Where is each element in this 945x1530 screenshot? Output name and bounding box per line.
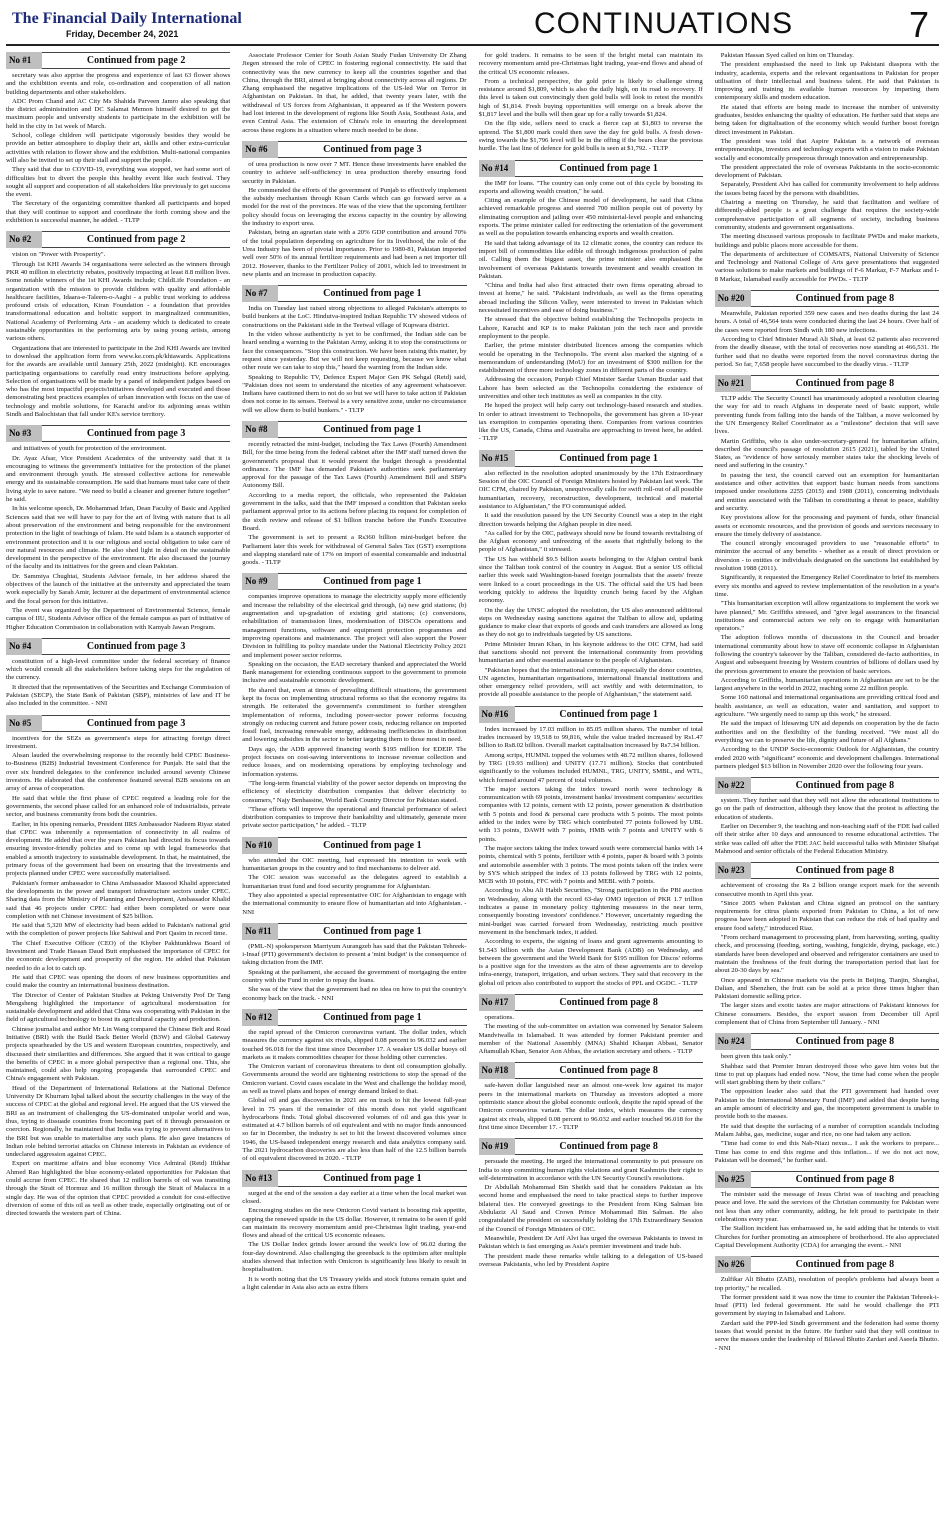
continued-story xyxy=(479,706,703,988)
story-header xyxy=(715,1256,939,1273)
story-paragraph: The US has withheld $9.5 billion assets belonging to the Afghan central bank since the Taliban took control of the country in August. But a senior US official earlier this week said Washington-based foreign journalists that the assets' freeze were linked to a court proceedings in the US. The official said the US had been working quickly to address the liquidity crunch being faced by the Afghan economy. xyxy=(478,555,703,605)
story-paragraph: Speaking on the occasion, the EAD secretary thanked and appreciated the World Bank management for extending continuous support to the government to promote inclusive and sustainable economic development. xyxy=(242,660,467,685)
story-paragraph: "From orchard management to processing plant, from harvesting, sorting, quality check, and processing (feeding, sorting, washing, fungicide, drying, package, etc.) standards have been developed and observed and refrigerator containers are used to maintain the freshness of the fruit during the transportation period that last for about 20-30 days by sea." xyxy=(714,934,939,975)
continued-story xyxy=(479,994,703,1056)
story-paragraph: Meanwhile, Pakistan reported 359 new cases and two deaths during the last 24 hours. A total of 46,564 tests were conducted during the last 24 hours. Over half of the cases were reported from Sindh with 180 new infections. xyxy=(714,310,939,334)
story-paragraph: According to experts, the signing of loans and grant agreements amounting to $1.543 billion with the Asian Development Bank (ADB) on Wednesday, and between the government and the World Bank for $195 million for Discos' reforms is a positive sign for the investors as the aim of these agreements are to develop infra-energy, transport, irrigation, and urban sectors. They said that recovery in the global oil prices also contributed to support the stocks of PPL and OGDC. - TLTP xyxy=(478,938,703,987)
story-paragraph: Ahsan lauded the overwhelming response to the recently held CPEC Business-to-Business (B2B) Industrial Investment Conference for Punjab. He said that the over six hundred delegates to the conference included around seventy Chinese investors. He elaborated that the conference featured several B2B sessions on an array of areas of cooperation. xyxy=(6,752,231,793)
story-paragraph: According to Griffiths, humanitarian operations in Afghanistan are set to be the largest anywhere in the world in 2022, reaching some 22 million people. xyxy=(714,676,939,693)
story-number: No #4 xyxy=(6,638,42,655)
continued-story xyxy=(715,862,939,1027)
story-number: No #24 xyxy=(715,1033,751,1050)
story-paragraph: who attended the OIC meeting, had expressed his intention to work with humanitarian groups in the country and to find mechanisms to deliver aid. xyxy=(242,856,467,873)
story-header xyxy=(715,1171,939,1188)
story-paragraph: Dr. Sammiya Chughtai, Students Advisor female, in her address shared the objectives of the launch of the initiative at the university and appreciated the team work especially by Sarah Amir, lecturer at the department of environmental science and the focal person for this initiative. xyxy=(6,572,231,605)
story-paragraph: He said that 5,320 MW of electricity had been added to Pakistan's national grid with the completion of power projects like Sahiwal and Port Qasim in record time. xyxy=(6,922,231,938)
story-paragraph: the rapid spread of the Omicron coronavirus variant. The dollar index, which measures the currency against six rivals, slipped 0.08 percent to 96.032 and earlier touched 96.018 for the first time since December 17. A weaker US dollar buoys oil markets as it makes commodities cheaper for those holding other currencies. xyxy=(242,1028,467,1061)
story-paragraph: The Omicron variant of coronavirus threatens to dent oil consumption globally. Governments around the world are tightening restrictions to stop the spread of the Omicron variant. Covid cases escalate in the West and challenge the holiday mood, as well as travel plans and hopes of energy demand linked to that. xyxy=(242,1063,467,1095)
story-paragraph: "Since 2005 when Pakistan and China signed an protocol on the sanitary requirements for citrus plants exported from Pakistan to China, a lot of new progress have been adopted in Pakistan that can reduce the risk of bad quality and ensure food safety," introduced Riaz. xyxy=(714,899,939,932)
story-body xyxy=(6,735,230,1219)
news-column xyxy=(242,52,466,1526)
story-paragraph: In the video whose authenticity is yet to be confirmed, the Indian side can be heard sending a warning to the Pakistan Army, asking it to stop the constructions or face the consequences. "Stop this construction. We have been raising this matter, by request since yesterday. But we will not keep requesting, because we know what other route we can take to stop this," heard the warning from the Indian side. xyxy=(242,331,467,372)
continued-story xyxy=(242,285,466,415)
story-paragraph: surged at the end of the session a day earlier at a time when the local market was closed. xyxy=(242,1189,467,1205)
story-paragraph: been given this task only." xyxy=(720,1053,792,1061)
story-paragraph: India on Tuesday last raised strong objections to alleged Pakistan's attempts to build bunkers at the LoC. Hindutva-inspired Indian Republic TV showed videos of constructions on the Pakistani side in the Teetwal village of Kupwara district. xyxy=(242,305,467,329)
story-body xyxy=(242,441,466,567)
story-number: No #11 xyxy=(242,923,278,940)
story-paragraph: The president made these remarks while talking to a delegation of US-based overseas Pakistanis, who led by President Aspire xyxy=(478,1252,703,1268)
continued-story xyxy=(6,638,230,709)
story-body xyxy=(479,726,703,988)
story-body xyxy=(715,1276,939,1353)
continued-from-label: Continued from page 1 xyxy=(323,576,422,588)
continued-from-label: Continued from page 8 xyxy=(559,996,658,1008)
story-paragraph: constitution of a high-level committee under the federal secretary of finance which would consult all the stakeholders before taking steps for the regulation of the currency. xyxy=(6,657,231,682)
story-body xyxy=(715,310,939,369)
story-body xyxy=(479,180,703,444)
story-number: No #10 xyxy=(242,837,278,854)
story-number: No #16 xyxy=(479,706,515,723)
story-paragraph: Prime Minister Imran Khan, in his keynote address to the OIC CFM, had said that sanctions should not prevent the international community from providing humanitarian and other essential assistance to the people of Afghanistan. xyxy=(478,640,703,665)
story-paragraph: According to a media report, the officials, who represented the Pakistan government in the talks, said that the IMF imposed a condition that Pakistan seeks parliament approval prior to its actions before placing its request for completion of the sixth review and release of $1 billion tranche before the Fund's Executive Board. xyxy=(242,491,467,532)
story-paragraph: Earlier, in his opening remarks, President IIRS Ambassador Nadeem Riyaz stated that CPEC was inherently a representation of connectivity in all realms of development. He added that over the years Pakistan had directed its focus towards ensuring investor-friendly policies and to come up with legal frameworks that enabled a smooth trajectory to sustainable development. In that, he maintained, the primary focus of the government had been on ensuring that the investments and projects planned under CPEC were successfully materialised. xyxy=(6,820,231,878)
continued-from-label: Continued from page 1 xyxy=(559,708,658,720)
continued-from-label: Continued from page 2 xyxy=(86,55,186,66)
article-columns xyxy=(6,52,939,1526)
continued-from-label: Continued from page 8 xyxy=(795,1036,895,1048)
story-paragraph: The government is set to present a Rs360 billion mini-budget before the Parliament later this week for withdrawal of General Sales Tax (GST) exemptions and slapping standard rate of 17% on import of essential consumable and industrial goods. - TLTP xyxy=(242,534,467,567)
story-paragraph: He said the impact of lifesaving UN aid depends on cooperation by the de facto authorities and on the flexibility of the funding received. "We must all do everything we can to preserve the life, dignity and future of all Afghans." xyxy=(714,720,939,744)
newspaper-name: The Financial Daily International xyxy=(12,10,242,27)
story-paragraph: From a technical perspective, the gold price is likely to challenge strong resistance around $1,809, which is also the daily high, on its road to recovery. If this level is taken out convincingly then gold bulls will look to retest the month's high of $1,814. Fresh buying opportunities will emerge on a break above the $1,817 level and the bulls will then gear up for a rally towards $1,824. xyxy=(478,77,703,119)
story-paragraph: Zulfikar Ali Bhutto (ZAB), resolution of people's problems had always been a top priority," he recalled. xyxy=(714,1276,939,1292)
story-paragraph: Once appeared in Chinese markets via the ports in Beijing, Tianjin, Shanghai, Dalian, and Shenzhen, the fruit can be sold at a price three times higher than Pakistani domestic selling price. xyxy=(714,976,939,1001)
continued-story xyxy=(242,1170,466,1293)
masthead xyxy=(6,4,939,46)
story-paragraph: Significantly, it requested the Emergency Relief Coordinator to brief its members every six months and agreed to review implementation of the resolution in a year's time. xyxy=(714,574,939,598)
continued-story xyxy=(6,425,230,632)
continued-story xyxy=(715,1256,939,1353)
story-paragraph: "The long-term financial viability of the power sector depends on improving the efficiency of electricity distribution companies that deliver electricity to consumers," Najy Benhassine, World Bank Country Director for Pakistan stated. xyxy=(242,779,467,804)
story-body xyxy=(715,395,939,771)
story-paragraph: The event was organized by the Department of Environmental Science, female campus of IIU, Students Advisor office of the female campus as part of initiative of Higher Education Commission in collaboration with Kamyab Jawan Program. xyxy=(6,606,231,631)
story-number: No #22 xyxy=(715,777,751,794)
story-paragraph: Encouraging studies on the new Omicron Covid variant is boosting risk appetite, capping the renewed upside in the US dollar. However, it remains to be seen if gold can maintain its recovery momentum amid pre-Christmas light trading, year-end flows and ahead of the critical US economic releases. xyxy=(242,1207,467,1240)
story-body xyxy=(242,943,466,1003)
continued-from-label: Continued from page 3 xyxy=(86,717,186,729)
continued-story xyxy=(479,1138,703,1269)
story-paragraph: "This humanitarian exception will allow organizations to implement the work we have planned," Mr. Griffiths stressed, and "give legal assurances to the financial institutions and commercial actors we rely on to engage with humanitarian operators." xyxy=(714,600,939,633)
story-paragraph: They also appointed a special representative OIC for Afghanistan to engage with the international community to ensure flow of humanitarian aid into Afghanistan. - NNI xyxy=(242,891,467,916)
story-paragraph: incentives for the SEZs as government's steps for attracting foreign direct investment. xyxy=(6,734,231,750)
story-paragraph: "Time had come to end this Nab-Niazi nexus... I ask the workers to prepare... Time has come to end this regime and this inflation... if we do not act now, Pakistan will be doomed," he further said. xyxy=(714,1140,939,1164)
story-paragraph: Global oil and gas discoveries in 2021 are on track to hit the lowest full-year level in 75 years if the remainder of this month does not yield significant hydrocarbons finds. Total global discovered volumes of oil and gas this year is estimated at 4.7 billion barrels of oil equivalent and with no major finds announced so far in December, the industry is set to hit the lowest discovered volumes since 1946, the US-based independent energy research and data analytics company said. The 2021 hydrocarbon discoveries are also less than half of the 12.5 billion barrels of oil equivalent discovered in 2020. - TLTP xyxy=(242,1097,467,1163)
continued-from-label: Continued from page 1 xyxy=(559,162,658,174)
story-paragraph: Index increased by 17.03 million to 85.05 million shares. The number of total trades increased by 19,518 to 99,816, while the value traded increased by Rs1.47 billion to Rs8.02 billion. Overall market capitalisation increased by Rs7.34 billion. xyxy=(478,725,703,750)
story-header xyxy=(242,573,466,590)
story-paragraph: School, college children will participate vigorously besides they would be provide an better atmosphere to display their art, skills and other extra-curricular activities with relation to flower show and the exhibition. Multi-national companies will also be invited to set up their stall and support the people. xyxy=(6,132,231,164)
story-paragraph: He stressed that the objective behind establishing the Technopolis projects in Lahore, Karachi and KP is to make Pakistan join the tech race and provide employment to the people. xyxy=(478,316,703,340)
story-paragraph: persuade the meeting. He urged the international community to put pressure on India to stop committing human rights violations and grant Kashmiris their right to self-determination in accordance with the UN Security Council's resolutions. xyxy=(478,1158,703,1182)
story-paragraph: Addressing the occasion, Punjab Chief Minister Sardar Usman Buzdar said that Lahore has been selected as the Technopolis considering the existence of universities and other tech institutes as well as companies in the city. xyxy=(478,376,703,400)
story-number: No #3 xyxy=(6,425,42,442)
continued-from-label: Continued from page 8 xyxy=(795,378,895,390)
story-number: No #1 xyxy=(6,52,42,69)
story-paragraph: Chairing a meeting on Thursday, he said that facilitation and welfare of differently-abled people is a great challenge that requires the society-wide comprehensive participation of all segments of society, including business community, students and government organisations. xyxy=(714,199,939,231)
story-header xyxy=(479,994,703,1011)
story-body xyxy=(715,52,939,284)
story-paragraph: Pakistan Hassan Syed called on him on Thursday. xyxy=(720,52,854,59)
story-paragraph: Meanwhile, President Dr Arif Alvi has urged the overseas Pakistanis to invest in Pakistan which is fast emerging as Asia's premier investment and trade hub. xyxy=(478,1234,703,1251)
story-body xyxy=(242,1190,466,1293)
story-paragraph: The opposition leader also said that the PTI government had handed over Pakistan to the International Monetary Fund (IMF) and added that despite having an ample amount of electricity and gas, the incompetent government is unable to provide both to the masses. xyxy=(714,1088,939,1121)
story-paragraph: Among scrips, HUMNL topped the volumes with 48.72 million shares, followed by TRG (19.93 million) and UNITY (17.71 million). Stocks that contributed significantly to the volumes included HUMNL, TRG, UNITY, SMBL, and WTL, which formed around 47 percent of total volumes. xyxy=(478,751,703,784)
story-header xyxy=(6,52,230,69)
story-body xyxy=(242,593,466,830)
continued-story xyxy=(242,573,466,830)
story-header xyxy=(242,141,466,158)
story-paragraph: The departments of architecture of COMSATS, National University of Science and Technology and National College of Arts gave presentations that suggested various solutions to make markets and buildings of F-6 Markaz, F-7 Markaz and I-8 Markaz, Islamabad easily accessible for PWDs. - TLTP xyxy=(714,250,939,283)
story-body xyxy=(715,882,939,1027)
story-paragraph: Speaking to Republic TV, Defence Expert Major Gen PK Sehgal (Retd) said, "Pakistan does not seem to understand the niceties of any agreement whatsoever. Indians have cautioned them to not do so but we will have to take action if Pakistan does not come to its senses. Teetwal is a very sensitive zone, under no circumstance will we allow them to build bunkers." - TLTP xyxy=(242,373,467,414)
story-paragraph: The major sectors taking the index toward north were technology & communication with 69 points, investment banks/ investment companies/ securities companies with 12 points, cement with 12 points, power generation & distribution with 5 points and food & personal care products with 5 points. The most points added to the index were by TRG which contributed 77 points followed by UBL with 13 points, DAWH with 7 points, HMB with 7 points and UNITY with 6 points. xyxy=(478,785,703,843)
continued-from-label: Continued from page 8 xyxy=(795,1259,895,1271)
story-paragraph: Speaking at the parliament, she accused the government of mortgaging the entire country with the Fund in order to repay the loans. xyxy=(242,968,467,985)
story-paragraph: of urea production is now over 7 MT. Hence these investments have enabled the country to achieve self-sufficiency in urea production thereby ensuring food security in Pakistan. xyxy=(242,160,467,185)
story-body xyxy=(6,72,230,225)
story-number: No #7 xyxy=(242,285,278,302)
story-paragraph: system. They further said that they will not allow the educational institutions to go on the path of destruction, although they know that the protest is affecting the education of students. xyxy=(714,797,939,821)
story-body xyxy=(479,52,703,154)
story-paragraph: The minister said the message of Jesus Christ was of teaching and preaching peace and love. He said the services of the Christian community for Pakistan were not less than any other community, adding, he felt proud to participate in their celebrations every year. xyxy=(714,1191,939,1224)
story-paragraph: also reflected in the resolution adopted unanimously by the 17th Extraordinary Session of the OIC Council of Foreign Ministers hosted by Pakistan last week. The OIC CFM, chaired by Pakistan, unequivocally calls for swift roll-out of all possible humanitarian, recovery, reconstruction, development, technical and material assistance to Afghanistan," the FO communiqué added. xyxy=(478,469,703,510)
story-paragraph: He said that CPEC was opening the doors of new business opportunities and could make the country an international business destination. xyxy=(6,973,231,990)
story-number: No #25 xyxy=(715,1171,751,1188)
continued-from-label: Continued from page 1 xyxy=(323,925,422,937)
story-body xyxy=(479,1082,703,1132)
story-header xyxy=(479,160,703,177)
story-paragraph: She was of the view that the government had no idea on how to put the country's economy back on the track. - NNI xyxy=(242,986,467,1002)
continued-from-label: Continued from page 1 xyxy=(323,423,422,435)
story-paragraph: vision on "Power with Prosperity". xyxy=(12,251,106,259)
story-header xyxy=(715,862,939,879)
story-body xyxy=(715,797,939,856)
story-paragraph: "Pakistan hopes that the international community, especially the donor countries, UN agencies, humanitarian organisations, international financial institutions and other emergency relief providers, will act swiftly and with determination, to provide all possible assistance to the people of Afghanistan," the statement said. xyxy=(478,666,703,699)
story-paragraph: It said the resolution passed by the UN Security Council was a step in the right direction towards helping the Afghan people in dire need. xyxy=(478,512,703,528)
story-body xyxy=(479,1014,703,1056)
story-paragraph: The major sectors taking the index toward south were commercial banks with 14 points, chemical with 5 points, fertilizer with 4 points, paper & board with 3 points and automobile assembler with 3 points. The most points taken off the index were by SYS which stripped the index of 13 points followed by TRG with 12 points, MCB with 10 points, FFC with 7 points and MEBL with 7 points. xyxy=(478,844,703,886)
story-paragraph: The adoption follows months of discussions in the Council and broader international community about how to stave off economic collapse in Afghanistan following the country's takeover by the Taliban, considered de-facto authorities, in August and subsequent freezing by Western countries of billions of dollars used by the previous government to ensure the provision of basic services. xyxy=(714,634,939,675)
story-paragraph: On the day the UNSC adopted the resolution, the US also announced additional steps on Wednesday easing sanctions against the Taliban to allow aid, updating guidance to make clear that exports of goods and cash transfers are allowed as long as they do not go to individuals targeted by US sanctions. xyxy=(478,606,703,639)
story-paragraph: "These efforts will improve the operational and financial performance of select distribution companies to improve their bankability and ultimately, generate more private sector participation," he added. - TLTP xyxy=(242,805,467,830)
continued-story xyxy=(715,1033,939,1165)
story-paragraph: Shahbaz said that Premier Imran destroyed those who gave him votes but the time to put up plaques had ended now. "Now, the time had come when the people will start grabbing them by their collars." xyxy=(714,1062,939,1087)
story-paragraph: Pakistan's former ambassador to China Ambassador Masood Khalid appreciated the developments in the power and transport infrastructure sectors under CPEC. Sharing data from the Ministry of Planning and Development, Ambassador Khalid said that 46 projects under CPEC had either been completed or were near completion with net Chinese investment of $25 billion. xyxy=(6,879,231,920)
story-number: No #14 xyxy=(479,160,515,177)
story-paragraph: He said that taking advantage of its 12 climatic zones, the country can reduce its import bill of commodities like edible oil through indigenous production of palm oil. Calling them the biggest asset, the prime minister also emphasised the involvement of overseas Pakistanis towards investment and wealth creation in Pakistan. xyxy=(478,239,703,280)
story-paragraph: Zardari said the PPP-led Sindh government and the federation had some thorny issues that would persist in the future. He further said that they will continue to serve the masses under the leadership of Bilawal Bhutto Zardari and Aseefa Bhutto. - NNI xyxy=(714,1319,939,1352)
story-paragraph: He shared that, even at times of prevailing difficult situations, the government kept its focus on implementing structural reforms so that the economy regains its strength. He reiterated the government's commitment to further strengthen implementation of reforms, including power-sector power reforms focusing strongly on reducing current and future power costs, reducing reliance on imported fossil fuel, increasing renewable energy, addressing inefficiencies in distribution and lowering subsidies in the sector to better targeting them to those most in need. xyxy=(242,686,467,744)
story-header xyxy=(715,375,939,392)
continued-story xyxy=(715,1171,939,1250)
story-number: No #20 xyxy=(715,290,751,307)
continued-from-label: Continued from page 8 xyxy=(559,1065,658,1077)
continued-story xyxy=(242,52,466,135)
story-number: No #8 xyxy=(242,421,278,438)
story-paragraph: The president appreciated the role of overseas Pakistanis in the socio-economic development of Pakistan. xyxy=(714,163,939,180)
story-paragraph: (PML-N) spokesperson Marriyum Aurangzeb has said that the Pakistan Tehreek-i-Insaf (PTI) government's decision to present a 'mini budget' is the consequence of taking dictation from the IMF. xyxy=(242,942,467,967)
news-column xyxy=(715,52,939,1526)
story-header xyxy=(715,1033,939,1050)
issue-date: Friday, December 24, 2021 xyxy=(66,29,179,39)
continued-story xyxy=(242,421,466,567)
story-header xyxy=(242,837,466,854)
story-paragraph: According to Chief Minister Murad Ali Shah, at least 62 patients also recovered from the deadly disease, with the total of recoveries now standing at 466,531. He further said that no deaths were reported from the novel coronavirus during the period. So far, 7,658 people have succumbed to the deadly virus. - TLTP xyxy=(714,335,939,368)
story-number: No #18 xyxy=(479,1062,515,1079)
news-column xyxy=(479,52,703,1526)
story-header xyxy=(242,923,466,940)
story-header xyxy=(242,1170,466,1187)
story-paragraph: Dr Abdullah Mohammad Bin Sheikh said that he considers Pakistan as his second home and emphasised the need to take practical steps to further improve bilateral ties. He conveyed greetings to the President from King Salman bin Abdulaziz Al Saud and Crown Prince Mohammad Bin Salman. He also congratulated the president on successfully holding the 17th Extraordinary Session of the Council of Foreign Ministers of OIC. xyxy=(478,1184,703,1233)
continued-from-label: Continued from page 8 xyxy=(795,1174,895,1186)
story-paragraph: secretary was also apprise the progress and experience of last 63 flower shows and the exhibition events and role, co-ordination and cooperation of all nation building departments and other stakeholders. xyxy=(6,72,231,96)
story-paragraph: The former president said it was now the time to counter the Pakistan Tehreek-i-Insaf (PTI) led federal government. He said he would challenge the PTI government by staying in Islamabad and Lahore. xyxy=(714,1293,939,1318)
continued-from-label: Continued from page 3 xyxy=(323,143,422,155)
story-body xyxy=(6,658,230,709)
continued-from-label: Continued from page 1 xyxy=(323,1172,422,1184)
story-header xyxy=(479,450,703,467)
story-paragraph: The meeting discussed various proposals to facilitate PWDs and make markets, buildings and public places more accessible for them. xyxy=(714,233,939,249)
story-paragraph: He said that while the first phase of CPEC required a leading role for the governments, the second phase called for an enhanced role of industrialists, private sector, and business community from both the countries. xyxy=(6,794,231,819)
story-paragraph: He commended the efforts of the government of Punjab to effectively implement the subsidy mechanism through Kisan Cards which can go forward serve as a model for the rest of the provinces. He was of the view that the upcoming fertilizer policy should focus on leveraging the excess capacity in the country by allowing the industry to export urea. xyxy=(242,186,467,228)
story-number: No #6 xyxy=(242,141,278,158)
story-body xyxy=(242,1029,466,1164)
story-number: No #19 xyxy=(479,1138,515,1155)
story-paragraph: Dr. Ayaz Afsar, Vice President Academics of the university said that it is encouraging to witness the government's initiative for the protection of the planet and environment through youth. He stressed collective actions for renewable energy and its sustainable consumption. He said that humans must take care of their living style to save nature. "We need to build a cleaner and greener future together" he said. xyxy=(6,454,231,504)
story-paragraph: It directed that the representatives of the Securities and Exchange Commission of Pakistan (SECP), the State Bank of Pakistan (SBP), ministries of law and IT be also included in the committee. - NNI xyxy=(6,683,231,708)
story-paragraph: Days ago, the ADB approved financing worth $195 million for EDEIP. The project focuses on cost-saving interventions to increase revenue collection and reduce losses, and on modernising operations by employing technology and information systems. xyxy=(242,745,467,778)
story-paragraph: The council strongly encouraged providers to use "reasonable efforts" to minimize the accrual of any benefits - whether as a result of direct provision or diversion - to entities or individuals designated on the sanctions list established by resolution 1988 (2011). xyxy=(714,540,939,573)
story-paragraph: Expert on maritime affairs and blue economy Vice Admiral (Retd) Iftikhar Ahmed Rao highlighted the blue economy-related opportunities for Pakistan that could accrue from CPEC. He shared that 12 million barrels of oil was transiting through the Strait of Hormuz and 16 million through the Strait of Malacca in a single day. He was of the opinion that CPEC provided a conduit for cost-effective diversion of some of this oil as well as other trade, especially originating out of or directed towards the western part of China. xyxy=(6,1160,231,1218)
story-body xyxy=(6,445,230,632)
story-number: No #15 xyxy=(479,450,515,467)
story-header xyxy=(242,421,466,438)
story-paragraph: He hoped the project will help carry out technology-based research and studies. In order to attract investment to Technopolis, the government has given a 10-year tax exemption to companies operating there. Companies from various countries like the US, Canada, China and Australia are approaching to invest here, he added. - TLTP xyxy=(478,402,703,443)
story-paragraph: On the flip side, sellers need to crack a fierce cap at $1,803 to reverse the uptrend. The $1,800 mark could then save the day for gold bulls. A fresh down-swing towards the $1,796 level will be in the offing if the bears clear the previous hurdle. The last line of defence for gold bulls is seen at $1,792. - TLTP xyxy=(478,120,703,153)
story-paragraph: Some 160 national and international organisations are providing critical food and health assistance, as well as education, water and sanitation, and support to agriculture. "We urgently need to ramp up this work," he stressed. xyxy=(714,694,939,719)
story-header xyxy=(6,425,230,442)
continued-story xyxy=(715,52,939,284)
continued-from-label: Continued from page 2 xyxy=(86,234,186,246)
continued-story xyxy=(479,52,703,154)
story-paragraph: The US Dollar Index grinds lower around the week's low of 96.02 during the four-day downtrend. Also challenging the greenback is the optimism after multiple studies showed that infection with Omicron is significantly less likely to result in hospitalisation. xyxy=(242,1241,467,1274)
story-paragraph: Organizations that are interested to participate in the 2nd KHI Awards are invited to download the application form from www.ke.com.pk/khiawards. Applications for the awards are available until January 25th, 2022 (midnight). KE encourages participating organisations to carefully read entry instructions before applying. Selection of organisations will be made by a panel of independent judges based on who has the most impactful projects/initiatives developed and executed and those demonstrating best practices examples of urban innovation with focus on the use of technology and mobile solutions, for Karachi and/or its adjoining areas within Sindh and Balochistan that fall under KE's service territory. xyxy=(6,344,231,418)
story-paragraph: He said that despite the surfacing of a number of corruption scandals including Malam Jabba, gas, medicine, sugar and rice, no one had taken any action. xyxy=(714,1122,939,1138)
story-paragraph: The president emphasised the need to link up Pakistani diaspora with the industry, academia, experts and the relevant organisations in Pakistan for proper utilisation of their intellectual and business talent. He said that Pakistan is improving and training its available human resources by imparting them contemporary skills and modern education. xyxy=(714,61,939,102)
story-header xyxy=(715,777,939,794)
story-paragraph: achievement of crossing the Rs 2 billion orange export mark for the seventh consecutive month in April this year. xyxy=(714,882,939,898)
story-number: No #9 xyxy=(242,573,278,590)
story-header xyxy=(242,1009,466,1026)
news-column xyxy=(6,52,230,1526)
story-paragraph: The OIC session was successful as the delegates agreed to establish a humanitarian trust fund and food security programme for Afghanistan. xyxy=(242,874,467,890)
story-paragraph: safe-haven dollar languished near an almost one-week low against its major peers in the international markets on Thursday as investors adopted a more optimistic stance about the global economic outlook, despite the rapid spread of the Omicron coronavirus variant. The dollar index, which measures the currency against six rivals, slipped 0.08 percent to 96.032 and earlier touched 96.018 for the first time since December 17. - TLTP xyxy=(478,1082,703,1131)
continued-from-label: Continued from page 3 xyxy=(86,428,186,440)
continued-from-label: Continued from page 1 xyxy=(323,839,422,851)
story-paragraph: and initiatives of youth for protection of the environment. xyxy=(12,445,167,453)
story-paragraph: recently retracted the mini-budget, including the Tax Laws (Fourth) Amendment Bill, for the time being from the federal cabinet after the IMF staff turned down the government's proposal that it would present the budget through a presidential ordinance. The IMF has demanded Pakistan's authorities seek parliamentary approval for the passage of the Tax Laws (Fourth) Amendment Bill and SBP's Autonomy Bill. xyxy=(242,440,467,490)
story-number: No #17 xyxy=(479,994,515,1011)
story-header xyxy=(479,1138,703,1155)
section-title: CONTINUATIONS xyxy=(534,7,794,40)
story-paragraph: "As called for by the OIC, pathways should now be found towards revitalising of the Afghan economy and unfreezing of the assets that rightfully belong to the people of Afghanistan," it stressed. xyxy=(478,529,703,554)
continued-story xyxy=(479,1062,703,1132)
story-paragraph: The larger sizes and exotic tastes are major attractions of Pakistani kinnows for Chinese consumers. Besides, the export season from December till April complement that of China from September till January. - NNI xyxy=(714,1002,939,1026)
continued-story xyxy=(6,231,230,419)
continued-from-label: Continued from page 8 xyxy=(795,293,895,305)
story-paragraph: Through 1st KHI Awards 34 organisations were selected as the winners through PKR 40 million in electricity rebates, positively impacting at least 8.8 million lives. Some notable winners of the 1st KHI Awards include; ChildLife Foundation - an organization with the mission to provide children with quality and affordable healthcare facilities, Idaara-e-Taleem-o-Aaghi - a public trust working to address profound crisis of education, Kiran Foundation - a foundation that provides transformational education and holistic support in marginalized communities, National Academy of Performing Arts - an academy which is dedicated to create sustainable opportunities in the performing arts by using young artists, among various others. xyxy=(6,260,231,343)
story-paragraph: Citing an example of the Chinese model of development, he said that China achieved remarkable progress and steered 700 million people out of poverty by eliminating corruption and jailing over 450 ministerial-level people and enhancing exports. The prime minister called for redirecting the orientation of the government as well as the population towards enhancing exports and wealth creation. xyxy=(478,197,703,238)
story-paragraph: The Secretary of the organizing committee thanked all participants and hoped that they will continue to support and coordinate the forth coming show and the exhibition is successful manner, he added. - TLTP xyxy=(6,200,231,225)
story-paragraph: According to Abu Ali Habib Securities, "Strong participation in the PBI auction on Wednesday, along with the record 63-day OMO injection of PKR 1.7 trillion indicates a pause in monetary policy tightening measures in the near term, consequently boosting investors' confidence." However, uncertainty regarding the mini-budget was carried forward from Wednesday, restricting much positive movement in the benchmark index, it added. xyxy=(478,887,703,936)
continued-from-label: Continued from page 1 xyxy=(559,452,658,464)
story-paragraph: Chinese journalist and author Mr Lin Wang compared the Chinese Belt and Road Initiative (BRI) with the Build Back Better World (B3W) and Global Gateway projects spearheaded by the US and western European countries, respectively, and discussed their similarities and differences. She argued that it was critical to gauge the benefits of CPEC in a more global perspective than a regional one. This, she maintained, could also help ongoing propaganda that surrounded CPEC and China's engagement with Pakistan. xyxy=(6,1025,231,1083)
story-header xyxy=(6,231,230,248)
story-body xyxy=(242,857,466,917)
continued-story xyxy=(242,923,466,1003)
story-paragraph: Earlier, the prime minister distributed licences among the companies which would be operating in the Technopolis. The event also marked the signing of a memorandum of understanding (MoU) for an investment of $300 million for the establishment of three more technology zones in different parts of the country. xyxy=(478,342,703,375)
continued-story xyxy=(242,141,466,279)
story-paragraph: ADC Prom Chand and AC City Ms Shahida Parveen Jamro also speaking that the district administration and DC Salamat Memon himself desired to get the maximum people and university students to participate in the exhibition will be held in the city in 1st week of March. xyxy=(6,97,231,130)
story-paragraph: The president was told that Aspire Pakistan is a network of overseas entrepreneurships, investors and technology experts with a vision to make Pakistan socially and economically prosperous through innovation and entrepreneurship. xyxy=(714,137,939,162)
story-paragraph: Key provisions allow for the processing and payment of funds, other financial assets or economic resources, and the provision of goods and services necessary to ensure the timely delivery of assistance. xyxy=(714,514,939,538)
story-paragraph: operations. xyxy=(484,1013,515,1021)
page-number: 7 xyxy=(908,4,929,45)
continued-from-label: Continued from page 8 xyxy=(795,865,895,877)
continued-story xyxy=(6,52,230,225)
continued-from-label: Continued from page 8 xyxy=(795,780,895,792)
story-number: No #2 xyxy=(6,231,42,248)
story-paragraph: It is worth noting that the US Treasury yields and stock futures remain quiet and a light calendar in Asia also acts as extra filters xyxy=(242,1275,467,1291)
story-body xyxy=(242,52,466,135)
story-header xyxy=(6,638,230,655)
story-paragraph: The Chief Executive Officer (CEO) of the Khyber Pakhtunkhwa Board of Investment and Trade Hassan Daud Butt emphasised the importance of CPEC for the economic development and prosperity of the region. He added that Pakistan needed to do a lot to catch up. xyxy=(6,939,231,972)
story-paragraph: Earlier on December 9, the teaching and non-teaching staff of the FDE had called off their strike after 10 days and announced to resume educational activities. The strike was called off after the FDE JAC held successful talks with Minister Shafqat Mahmood and senior officials of the Federal Education Ministry. xyxy=(714,823,939,855)
continued-from-label: Continued from page 8 xyxy=(559,1141,658,1153)
story-paragraph: The Stallion incident has embarrassed us, he said adding that he intends to visit Churches for further promoting an atmosphere of brotherhood. He also appreciated Capital Development Authority (CDA) for arranging the event. - NNI xyxy=(714,1225,939,1249)
continued-story xyxy=(6,715,230,1219)
story-header xyxy=(479,1062,703,1079)
story-paragraph: for gold traders. It remains to be seen if the bright metal can maintain its recovery momentum amid pre-Christmas light trading, year-end flows and ahead of the critical US economic releases. xyxy=(478,52,703,76)
story-number: No #12 xyxy=(242,1009,278,1026)
continued-story xyxy=(479,160,703,444)
story-number: No #21 xyxy=(715,375,751,392)
story-paragraph: In passing the text, the council carved out an exemption for humanitarian assistance and other activities that support basic human needs from sanctions imposed under resolutions 2255 (2015) and 1988 (2011), concerning individuals and entities associated with the Taliban in constituting a threat to peace, stability and security. xyxy=(714,471,939,512)
continued-story xyxy=(242,1009,466,1164)
story-number: No #23 xyxy=(715,862,751,879)
story-paragraph: TLTP adds: The Security Council has unanimously adopted a resolution clearing the way for aid to reach Afghans in desperate need of basic support, while preventing funds from falling into the hands of the Taliban, a move welcomed by the UN Emergency Relief Coordinator as a "milestone" decision that will save lives. xyxy=(714,395,939,436)
story-paragraph: Head of the Department of International Relations at the National Defence University Dr Khurram Iqbal talked about the security challenges in the way of the success of CPEC at the global and regional level. He argued that the US viewed the BRI as an instrument of challenging the US-dominated unipolar world and was, thus, trying to dissuade countries from becoming part of it through persuasion or coercion. Regionally, he maintained that India was trying to prevent alternatives to the BRI but was unable to materialise any such plans. He also gave instances of Indian role behind terrorist attacks on Chinese interests in Pakistan as evidence of undeclared aggression against CPEC. xyxy=(6,1084,231,1159)
story-header xyxy=(6,715,230,732)
story-body xyxy=(479,470,703,700)
story-body xyxy=(242,305,466,415)
story-body xyxy=(6,251,230,419)
story-paragraph: Pakistan, being an agrarian state with a 20% GDP contribution and around 70% of the total population depending on agriculture for its livelihood, the role of the Urea Industry has been of pivotal importance. Prior to 1980-81, Pakistan imported well over 50% of its annual fertilizer requirements and had been a net importer till 2012. However, thanks to the Fertilizer Policy of 2001, which led to investment in new plants and an increase in production capacity. xyxy=(242,229,467,278)
story-paragraph: the IMF for loans. "The country can only come out of this cycle by boosting its exports and allowing wealth creation," he said. xyxy=(478,179,703,195)
continued-from-label: Continued from page 1 xyxy=(323,288,422,300)
continued-from-label: Continued from page 3 xyxy=(86,640,186,652)
story-header xyxy=(242,285,466,302)
continued-story xyxy=(715,290,939,369)
story-paragraph: In his welcome speech, Dr. Mohammad Irfan, Dean Faculty of Basic and Applied Sciences said that we will have to pay for the art of living with nature that is all about preservation of the environment and being responsible for the environment protection in the light of teachings of Islam. He said Islam is a staunch supporter of environment protection and it is our religious and social obligation to take care of our natural resources and climate. He also shed light in detail on the sustainable development in the perspective of the environment. He also discussed the journey of the faculty and its initiatives for the green and clean Pakistan. xyxy=(6,505,231,571)
story-paragraph: Associate Professor Center for South Asian Study Fudan University Dr Zhang Jiegen stressed the role of CPEC in fostering regional connectivity. He said that connectivity was the new currency to keep all the countries together and that China, through the BRI, aimed at bringing about connectivity across all regions. Dr Zhang emphasised the negative implications of the US-led War on Terror in Afghanistan on Pakistan. In that, he added, that twenty years later, with the withdrawal of US forces from Afghanistan, it appeared as if the Western powers had lost interest in the development of regions like South Asia, Southeast Asia, and even Central Asia. The extension of China's role in ensuring the development across these regions in a situation where much needed to be done. xyxy=(242,52,467,134)
story-number: No #13 xyxy=(242,1170,278,1187)
continued-story xyxy=(242,837,466,917)
story-paragraph: He stated that efforts are being made to increase the number of university graduates, besides enhancing the quality of education. He further said that steps are being taken for digitalisation of the economy which would further boost foreign direct investment in Pakistan. xyxy=(714,103,939,136)
story-paragraph: Separately, President Alvi has called for community involvement to help address the issues being faced by the persons with disabilities. xyxy=(714,181,939,197)
story-header xyxy=(479,706,703,723)
story-paragraph: The meeting of the sub-committee on aviation was convened by Senator Saleem Mandviwalla in Islamabad. It was attended by former Pakistani premier and member of the National Assembly (MNA) Shahid Khaqan Abbasi, Senator Aftamullah Khan, Senator Aon Abbas, the aviation secretary and others. - TLTP xyxy=(478,1023,703,1056)
story-paragraph: companies improve operations to manage the electricity supply more efficiently and increase the reliability of the electrical grid through, (a) new grid stations; (b) augmentation and up-gradation of existing grid stations; (c) conversions, rehabilitation of transmission lines, modernisation of DISCOs operations and management functions, software and equipment protection programmes and improving operations and maintenance. The project will also support the Power Division in fulfilling its policy mandate under the National Electricity Policy 2021 and implement power sector reforms. xyxy=(242,593,467,659)
continued-from-label: Continued from page 1 xyxy=(323,1011,422,1023)
story-paragraph: They said that due to COVID-19, everything was stopped, we had some sort of difficulties but to divert the people this healthy event like such festival. They sought all support and cooperation of all stakeholders like previously to get success the event. xyxy=(6,166,231,199)
continued-story xyxy=(479,450,703,700)
continued-story xyxy=(715,375,939,771)
story-paragraph: According to the UNDP Socio-economic Outlook for Afghanistan, the country ended 2020 with "significant" economic and development challenges. International partners pledged $13 billion in November 2020 over the following four years. xyxy=(714,746,939,770)
continued-story xyxy=(715,777,939,856)
story-number: No #5 xyxy=(6,715,42,732)
story-body xyxy=(715,1053,939,1165)
story-header xyxy=(715,290,939,307)
story-body xyxy=(715,1191,939,1250)
story-body xyxy=(242,161,466,279)
story-paragraph: The Director of Center of Pakistan Studies at Peking University Prof Dr Tang Mengsheng highlighted the importance of agricultural modernisation for sustainable development and added that China was cooperating with Pakistan in the field of agricultural technology to boost its agricultural capacity and production. xyxy=(6,991,231,1024)
story-paragraph: Martin Griffiths, who is also under-secretary-general for humanitarian affairs, described the council's passage of resolution 2615 (2021), tabled by the United States, as "evidence of how seriously member states take the shocking levels of need and suffering in the country." xyxy=(714,437,939,470)
story-body xyxy=(479,1158,703,1269)
story-number: No #26 xyxy=(715,1256,751,1273)
story-paragraph: "China and India had also first attracted their own firms operating abroad to invest at home," he said. "Pakistani individuals, as well as the firms operating abroad including the Silicon Valley, were interested to invest in Pakistan which necessitated incentives and ease of doing business." xyxy=(478,282,703,315)
